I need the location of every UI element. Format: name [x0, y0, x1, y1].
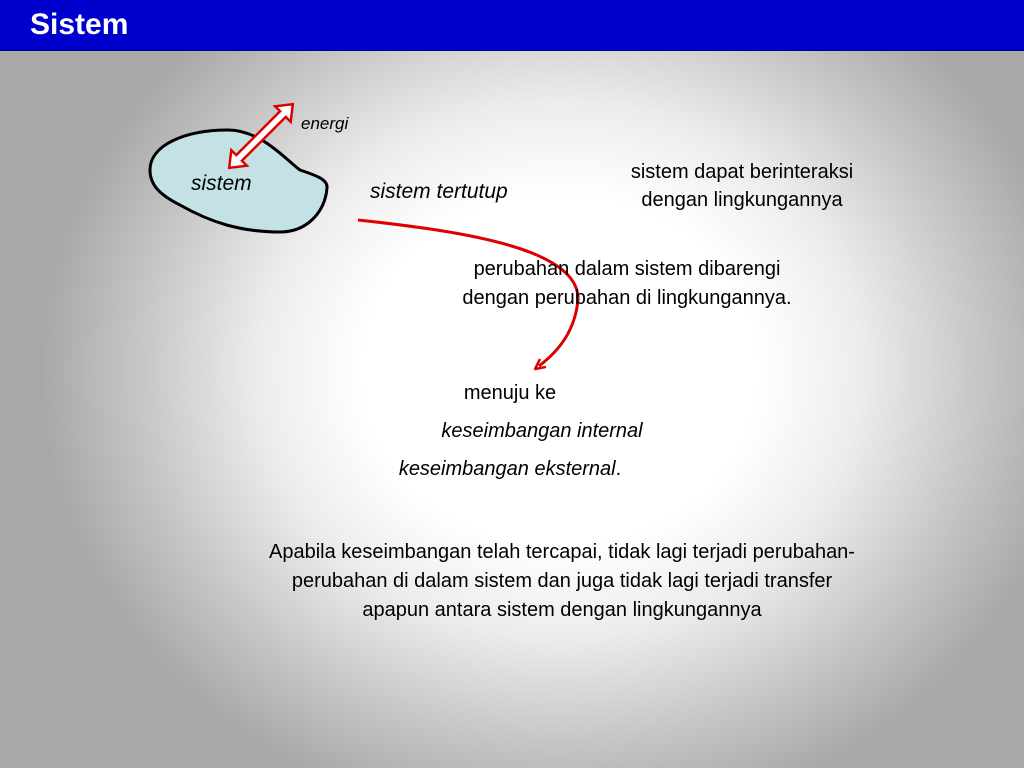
- change-note-line: perubahan dalam sistem dibarengi: [473, 258, 781, 280]
- slide-title: Sistem: [30, 8, 129, 41]
- energy-label: energi: [301, 114, 349, 133]
- change-note: [412, 255, 842, 313]
- conclusion-line: Apabila keseimbangan telah tercapai, tidak lagi terjadi perubahan-: [269, 541, 855, 563]
- external-equilibrium: keseimbangan eksternal: [398, 458, 616, 480]
- closed-system-label: sistem tertutup: [370, 180, 508, 203]
- equilibrium-target: [382, 374, 702, 488]
- system-label: sistem: [191, 172, 252, 195]
- internal-equilibrium: keseimbangan internal: [441, 420, 643, 442]
- external-equilibrium-line: [350, 450, 670, 488]
- interaction-note-line: sistem dapat berinteraksi: [630, 161, 854, 183]
- conclusion-paragraph: [162, 538, 962, 625]
- interaction-note-line: dengan lingkungannya: [641, 189, 843, 211]
- toward-prefix: menuju ke: [463, 382, 557, 404]
- conclusion-line: perubahan di dalam sistem dan juga tidak lagi terjadi transfer: [291, 570, 833, 592]
- external-equilibrium-suffix: .: [615, 458, 622, 480]
- conclusion-line: apapun antara sistem dengan lingkungannya: [362, 599, 762, 621]
- change-note-line: dengan perubahan di lingkungannya.: [462, 287, 792, 309]
- interaction-note: [592, 158, 892, 214]
